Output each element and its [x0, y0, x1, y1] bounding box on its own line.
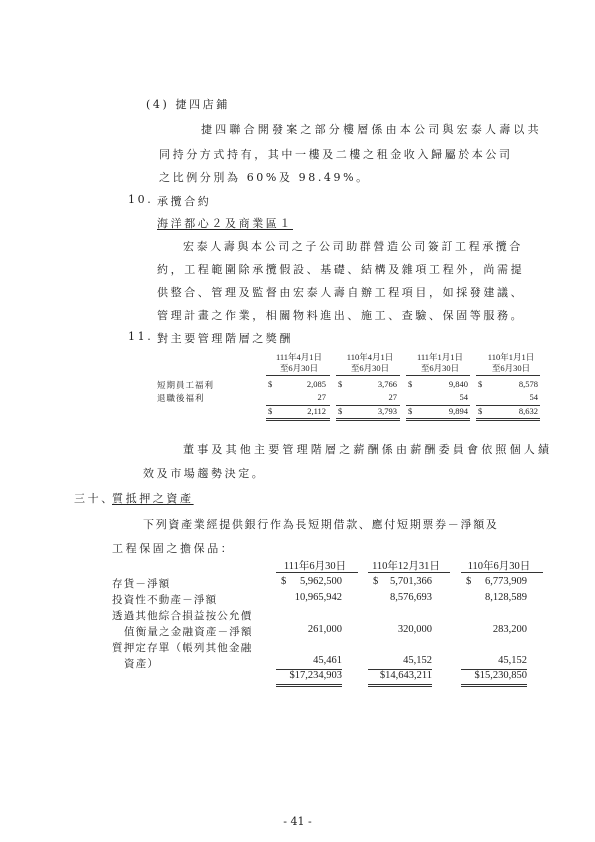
double-rule	[266, 418, 330, 419]
double-rule	[368, 684, 432, 685]
section-heading: (4) 捷四店鋪	[146, 98, 230, 111]
header-rule	[336, 375, 400, 376]
paragraph-line: 管理計畫之作業，相關物料進出、施工、查驗、保固等服務。	[157, 309, 525, 322]
row-label: 透過其他綜合損益按公允價	[112, 611, 253, 622]
double-rule	[476, 418, 540, 419]
col-header: 110年6月30日	[467, 561, 531, 572]
item-number: 10.	[128, 193, 154, 206]
table-cell: 27	[317, 392, 326, 402]
paragraph-line: 效及市場趨勢決定。	[143, 467, 266, 480]
paragraph-line: 董事及其他主要管理階層之薪酬係由薪酬委員會依照個人績	[183, 443, 553, 456]
total-cell: 8,632	[518, 406, 538, 416]
paragraph-line: 工程保固之擔保品：	[112, 542, 235, 555]
total-cell: 9,894	[448, 406, 468, 416]
table-cell: 8,128,589	[485, 592, 527, 603]
double-rule	[266, 420, 330, 421]
double-rule	[476, 420, 540, 421]
row-label: 資產）	[124, 659, 160, 670]
table-cell: 45,152	[403, 655, 432, 666]
table-cell: 9,840	[448, 379, 468, 389]
table-cell: 261,000	[307, 624, 342, 635]
double-rule	[336, 418, 400, 419]
row-label: 值衡量之金融資產－淨額	[124, 627, 253, 638]
header-rule	[266, 375, 330, 376]
col-header: 110年4月1日 至6月30日	[346, 352, 394, 373]
header-rule	[461, 572, 543, 573]
col-header: 110年1月1日 至6月30日	[487, 352, 535, 373]
table-cell: 3,766	[377, 379, 397, 389]
col-header: 111年1月1日 至6月30日	[416, 352, 464, 373]
double-rule	[368, 686, 432, 687]
compensation-table	[0, 352, 595, 422]
table-cell: 320,000	[397, 624, 432, 635]
paragraph-line: 之比例分別為 60%及 98.49%。	[159, 171, 370, 184]
item-title: 承攬合約	[157, 195, 212, 208]
row-label: 存貨－淨額	[112, 579, 171, 590]
pledged-assets-table	[0, 558, 595, 688]
table-cell: 8,578	[518, 379, 538, 389]
total-cell: $14,643,211	[379, 670, 432, 681]
double-rule	[276, 686, 342, 687]
table-cell: 45,461	[313, 655, 342, 666]
header-rule	[476, 375, 540, 376]
currency-sign: $	[408, 379, 413, 389]
row-label: 質押定存單（帳列其他金融	[112, 643, 253, 654]
item-title: 對主要管理階層之獎酬	[157, 332, 293, 345]
total-cell: 2,112	[307, 406, 326, 416]
table-cell: 27	[388, 392, 397, 402]
table-cell: 6,773,909	[485, 576, 527, 587]
col-header: 111年6月30日	[283, 561, 347, 572]
double-rule	[336, 420, 400, 421]
currency-sign: $	[478, 379, 483, 389]
table-cell: 8,576,693	[390, 592, 432, 603]
double-rule	[406, 418, 470, 419]
paragraph-line: 同持分方式持有，其中一樓及二樓之租金收入歸屬於本公司	[159, 148, 513, 161]
currency-sign: $	[268, 406, 273, 416]
row-label: 投資性不動產－淨額	[112, 595, 218, 606]
double-rule	[461, 686, 527, 687]
table-cell: 283,200	[492, 624, 527, 635]
page-number: - 41 -	[283, 815, 312, 828]
currency-sign: $	[478, 406, 483, 416]
col-header: 111年4月1日 至6月30日	[275, 352, 323, 373]
currency-sign: $	[338, 379, 343, 389]
table-cell: 5,701,366	[390, 576, 432, 587]
table-cell: 54	[459, 392, 468, 402]
paragraph-line: 下列資產業經提供銀行作為長短期借款、應付短期票券－淨額及	[143, 518, 499, 531]
total-cell: 3,793	[377, 406, 397, 416]
table-cell: 10,965,942	[294, 592, 342, 603]
table-cell: 45,152	[498, 655, 527, 666]
currency-sign: $	[281, 576, 287, 587]
double-rule	[406, 420, 470, 421]
header-rule	[368, 572, 450, 573]
section-number: 三十、	[74, 492, 115, 505]
section-title: 質抵押之資產	[112, 492, 194, 505]
paragraph-line: 約，工程範圍除承攬假設、基礎、結構及雜項工程外，尚需提	[157, 263, 525, 276]
col-header: 110年12月31日	[372, 561, 440, 572]
total-cell: $17,234,903	[289, 670, 342, 681]
currency-sign: $	[338, 406, 343, 416]
double-rule	[276, 684, 342, 685]
paragraph-line: 宏泰人壽與本公司之子公司助群營造公司簽訂工程承攬合	[183, 240, 523, 253]
header-rule	[406, 375, 470, 376]
row-label: 短期員工福利	[157, 380, 215, 390]
paragraph-line: 捷四聯合開發案之部分樓層係由本公司與宏泰人壽以共	[201, 123, 542, 136]
table-cell: 54	[529, 392, 538, 402]
header-rule	[276, 572, 358, 573]
currency-sign: $	[268, 379, 273, 389]
table-cell: 5,962,500	[300, 576, 342, 587]
item-number: 11.	[128, 330, 154, 343]
currency-sign: $	[466, 576, 472, 587]
double-rule	[461, 684, 527, 685]
row-label: 退職後福利	[157, 393, 205, 403]
paragraph-line: 供整合、管理及監督由宏泰人壽自辦工程項目，如採發建議、	[157, 286, 525, 299]
total-cell: $15,230,850	[474, 670, 527, 681]
item-subtitle: 海洋都心２及商業區１	[157, 217, 293, 230]
table-cell: 2,085	[306, 379, 326, 389]
currency-sign: $	[373, 576, 379, 587]
currency-sign: $	[408, 406, 413, 416]
